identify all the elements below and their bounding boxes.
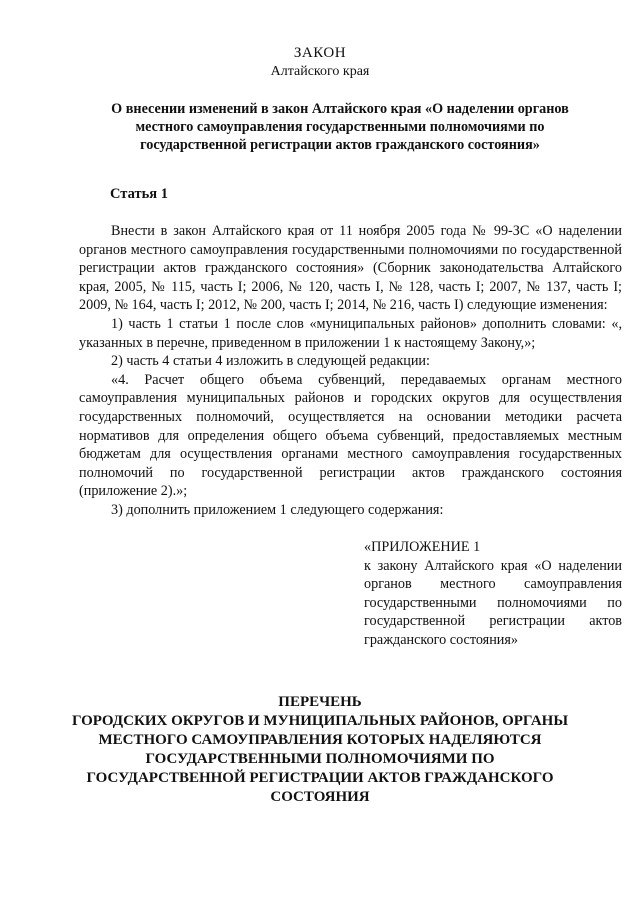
list-title: ПЕРЕЧЕНЬ [278, 694, 362, 710]
appendix-label: «ПРИЛОЖЕНИЕ 1 [364, 539, 481, 555]
law-heading: О внесении изменений в закон Алтайского края «О наделении органов местного самоуправления государственными полномочиями по государственной регистрации актов гражданского состояния» [111, 101, 569, 153]
list-heading [70, 693, 570, 807]
list-subtitle: ГОРОДСКИХ ОКРУГОВ И МУНИЦИПАЛЬНЫХ РАЙОНОВ, ОРГАНЫ МЕСТНОГО САМОУПРАВЛЕНИЯ КОТОРЫХ НАДЕЛЯЮТСЯ ГОСУДАРСТВЕННЫМИ ПОЛНОМОЧИЯМИ ПО ГОСУДАРСТВЕННОЙ РЕГИСТРАЦИИ АКТОВ ГРАЖДАНСКОГО СОСТОЯНИЯ [71, 713, 569, 805]
article-item-2: 2) часть 4 статьи 4 изложить в следующей редакции: [111, 353, 430, 370]
appendix-block [364, 538, 622, 650]
appendix-text: к закону Алтайского края «О наделении органов местного самоуправления государственными полномочиями по государственной регистрации актов гражданского состояния» [364, 557, 622, 648]
article-intro: Внести в закон Алтайского края от 11 ноября 2005 года № 99-ЗС «О наделении органов местного самоуправления государственными полномочиями по государственной регистрации актов гражданского состояния» (Сборник законодательства Алтайского края, 2005, № 115, часть I; 2006, № 120, часть I, № 128, часть I; 2007, № 137, часть I; 2009, № 164, часть I; 2012, № 200, часть I; 2014, № 216, часть I) следующие изменения: [79, 223, 622, 314]
article-body [79, 222, 622, 520]
law-subtitle: Алтайского края [270, 64, 370, 79]
article-label: Статья 1 [110, 186, 168, 202]
law-title: ЗАКОН [293, 45, 347, 61]
article-item-3: 3) дополнить приложением 1 следующего содержания: [111, 501, 444, 518]
article-item-2-text: «4. Расчет общего объема субвенций, передаваемых органам местного самоуправления муниципальных районов и городских округов для осуществления государственных полномочий, осуществляется на основании методики расчета нормативов для определения общего объема субвенций, предоставляемых местным бюджетам для осуществления органами местного самоуправления государственных полномочий по государственной регистрации актов гражданского состояния (приложение 2).»; [79, 371, 622, 500]
article-item-1: 1) часть 1 статьи 1 после слов «муниципальных районов» дополнить словами: «, указанных в перечне, приведенном в приложении 1 к настоящему Закону,»; [79, 315, 622, 351]
